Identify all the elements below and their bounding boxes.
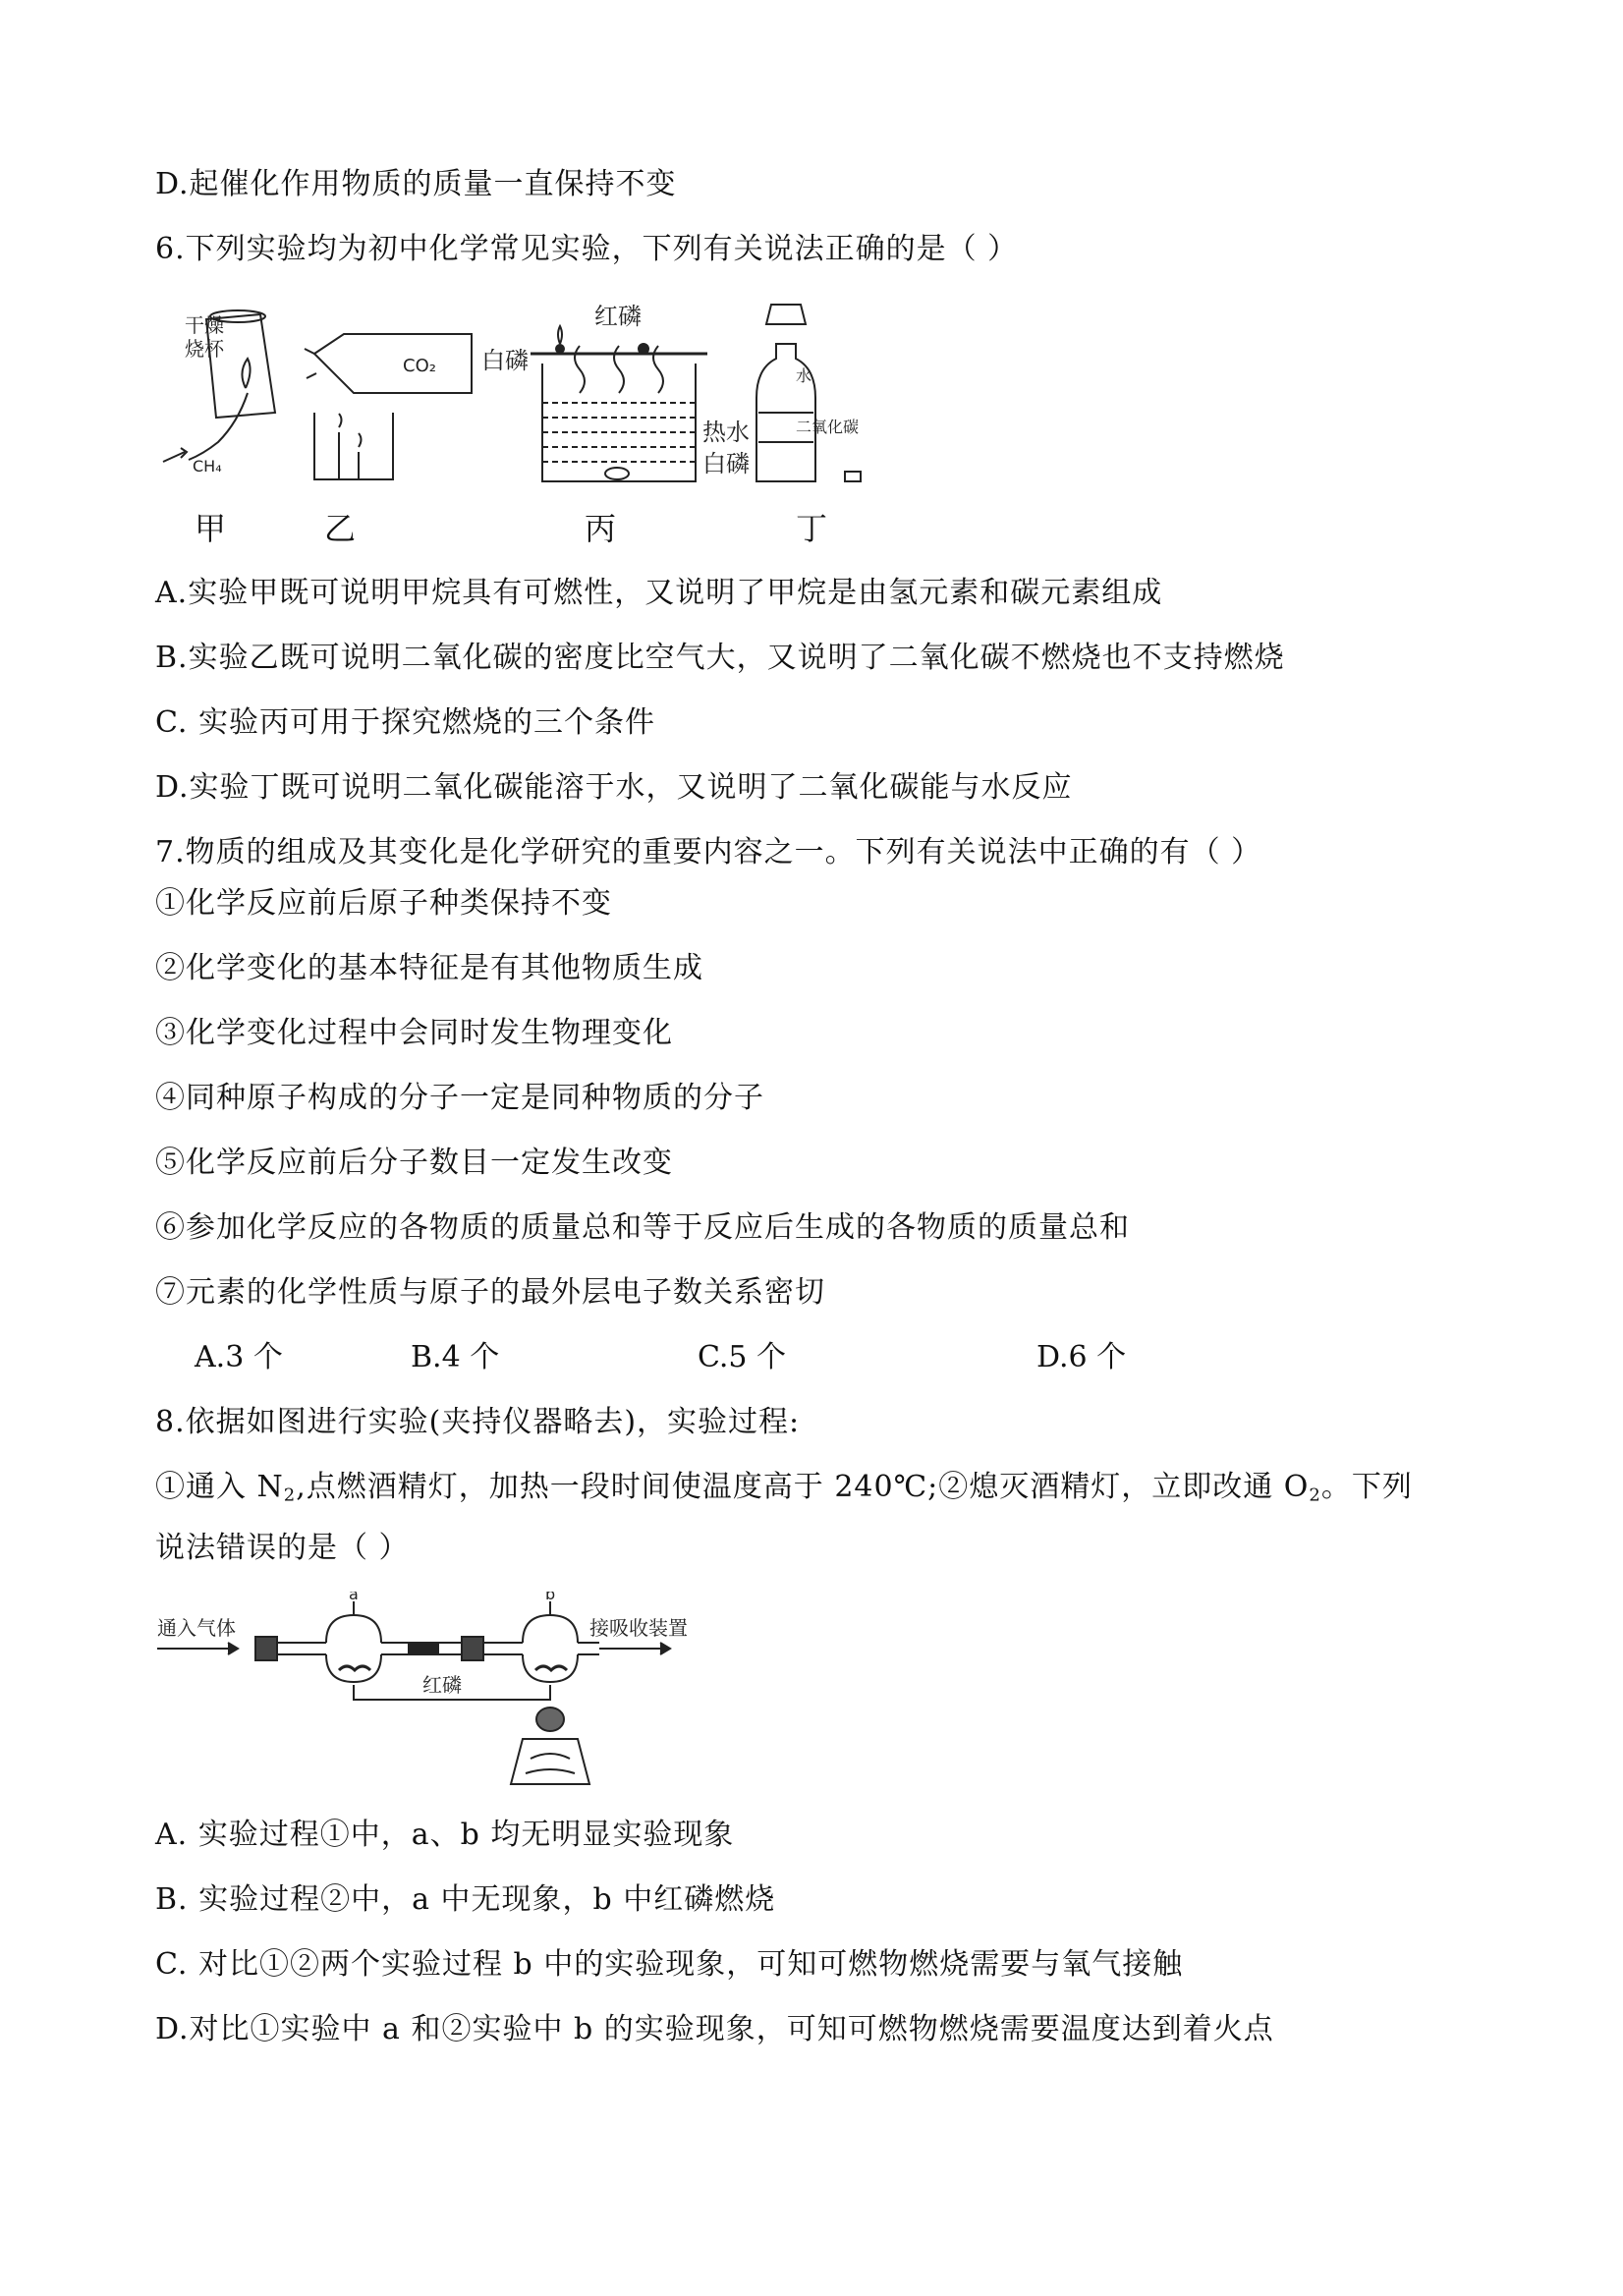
bing-label-water: 热水 [702,419,750,446]
q6-option-b: B.实验乙既可说明二氧化碳的密度比空气大，又说明了二氧化碳不燃烧也不支持燃烧 [155,641,1285,675]
fig8-label-b: b [545,1592,556,1603]
bing-label-red: 红磷 [594,303,642,330]
co2-bottle-icon [314,334,472,393]
jia-label-gas: CH₄ [193,457,222,476]
q7-statement-6: ⑥参加化学反应的各物质的质量总和等于反应后生成的各物质的质量总和 [155,1210,1130,1245]
q8-stem: 8.依据如图进行实验(夹持仪器略去)，实验过程: [155,1405,801,1439]
flame-icon [242,359,250,388]
q6-option-c: C. 实验丙可用于探究燃烧的三个条件 [155,705,655,740]
q8-option-c: C. 对比①②两个实验过程 b 中的实验现象，可知可燃物燃烧需要与氧气接触 [155,1947,1184,1982]
fig6-label-yi: 乙 [324,510,357,547]
fig8-label-red-phosphorus: 红磷 [422,1673,462,1697]
hot-water-beaker-icon [542,364,696,481]
q7-statement-5: ⑤化学反应前后分子数目一定发生改变 [155,1146,673,1180]
flame-small-icon [558,326,562,344]
alcohol-lamp-icon [511,1739,589,1784]
alcohol-lamp-flame-icon [536,1708,564,1731]
jia-label-dry: 干燥 [185,313,224,337]
fig6-label-ding: 丁 [796,510,828,547]
q7-statement-4: ④同种原子构成的分子一定是同种物质的分子 [155,1081,764,1115]
bing-label-white-top: 白磷 [481,347,529,374]
stopper-mid-icon [462,1637,483,1660]
q7-choice-c: C.5 个 [698,1340,787,1374]
q8-option-b: B. 实验过程②中，a 中无现象，b 中红磷燃烧 [155,1882,776,1917]
q6-option-a: A.实验甲既可说明甲烷具有可燃性，又说明了甲烷是由氢元素和碳元素组成 [155,576,1163,610]
q6-stem: 6.下列实验均为初中化学常见实验，下列有关说法正确的是（ ） [155,232,1019,266]
q8-option-d: D.对比①实验中 a 和②实验中 b 的实验现象，可知可燃物燃烧需要温度达到着火点 [155,2012,1274,2046]
q8-procedure [155,1468,1413,1516]
gas-tube-icon [189,393,248,460]
bottle-cap-icon [845,472,861,481]
candles-icon [339,432,359,479]
fig8-label-a: a [349,1592,359,1603]
bing-label-white-bottom: 白磷 [702,450,750,477]
bulb-a-icon [326,1615,381,1682]
q7-statement-1: ①化学反应前后原子种类保持不变 [155,886,612,921]
q8-option-a: A. 实验过程①中，a、b 均无明显实验现象 [155,1818,735,1852]
q7-statement-7: ⑦元素的化学性质与原子的最外层电子数关系密切 [155,1275,825,1310]
q5-option-d: D.起催化作用物质的质量一直保持不变 [155,167,677,201]
q7-choice-b: B.4 个 [411,1340,500,1374]
q6-option-d: D.实验丁既可说明二氧化碳能溶于水，又说明了二氧化碳能与水反应 [155,770,1073,805]
q8-o2-subscript: 2 [1309,1484,1321,1506]
q7-statement-2: ②化学变化的基本特征是有其他物质生成 [155,951,703,985]
beaker-icon [314,413,393,479]
q8-procedure-part3: 。下列 [1320,1470,1413,1504]
fig8-label-in-gas: 通入气体 [157,1616,236,1640]
q7-stem: 7.物质的组成及其变化是化学研究的重要内容之一。下列有关说法中正确的有（ ） [155,835,1262,869]
red-phosphorus-a-icon [339,1666,370,1670]
q8-procedure-part2: ,点燃酒精灯，加热一段时间使温度高于 240℃;②熄灭酒精灯，立即改通 O [296,1470,1310,1504]
q8-figure [157,1592,707,1788]
connector-icon [409,1643,438,1654]
fig6-label-bing: 丙 [585,510,617,547]
q8-stem-2: 说法错误的是（ ） [155,1531,410,1565]
q8-procedure-part1: ①通入 N [155,1470,284,1504]
q6-figure [157,295,904,491]
bulb-b-icon [523,1615,578,1682]
stopper-left-icon [255,1637,277,1660]
q7-choice-d: D.6 个 [1036,1340,1127,1374]
fig6-label-jia: 甲 [195,510,227,547]
q7-choice-a: A.3 个 [195,1340,283,1374]
ding-label-water: 水 [796,366,812,385]
red-phosphorus-b-icon [535,1666,567,1670]
fig8-label-out: 接吸收装置 [589,1616,688,1640]
yi-label-gas: CO₂ [403,356,436,376]
water-cup-icon [766,305,806,324]
ding-label-gas: 二氧化碳 [796,418,860,436]
q8-n2-subscript: 2 [283,1484,297,1506]
q7-statement-3: ③化学变化过程中会同时发生物理变化 [155,1016,673,1050]
jia-label-beaker: 烧杯 [185,337,224,361]
